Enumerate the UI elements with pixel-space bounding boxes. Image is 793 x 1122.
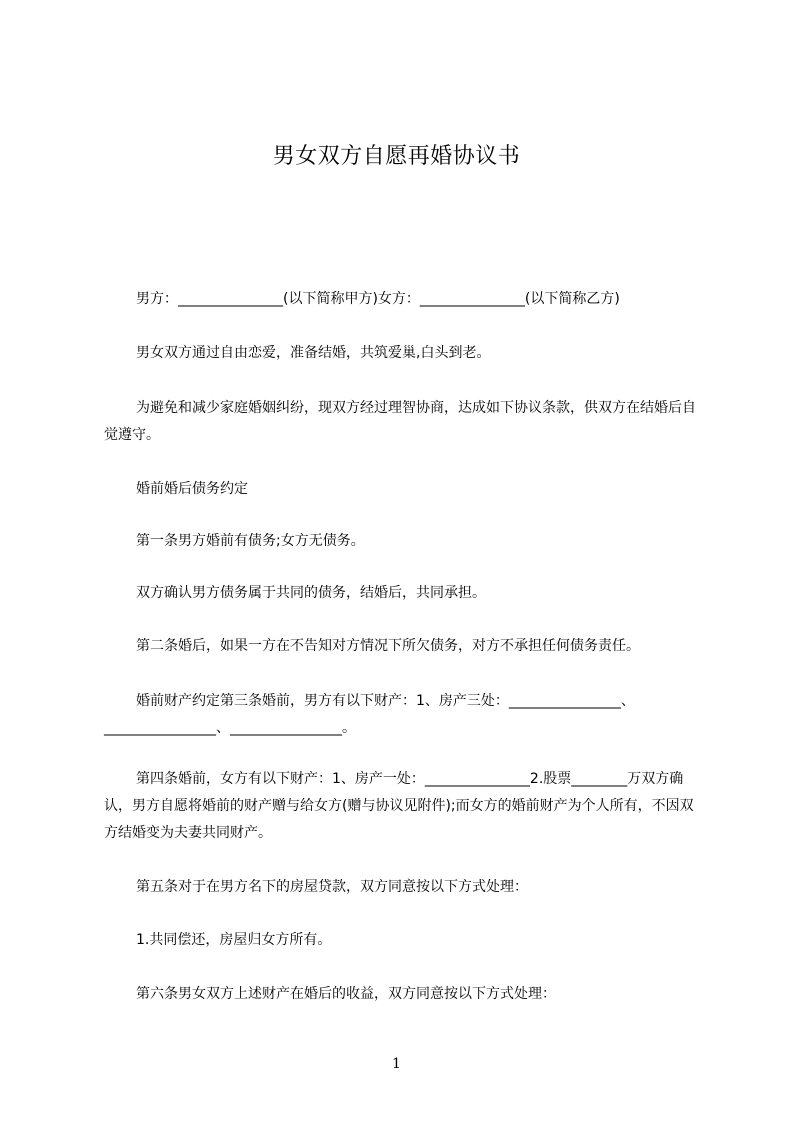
- paragraph-article-4: [104, 766, 704, 847]
- paragraph-text: 为避免和减少家庭婚姻纠纷，现双方经过理智协商，达成如下协议条款，供双方在结婚后自觉遵守。: [104, 400, 696, 443]
- paragraph-text: 男方：_______________(以下简称甲方)女方：_______________(以下简称乙方): [136, 291, 620, 307]
- document-title: 男女双方自愿再婚协议书: [272, 144, 521, 169]
- paragraph-article-6: [104, 981, 704, 1008]
- section-heading-debts: [104, 476, 704, 503]
- paragraph-article-1: [104, 528, 704, 555]
- paragraph-article-2: [104, 633, 704, 660]
- paragraph-text: 第四条婚前，女方有以下财产：1、房产一处：_______________2.股票________万双方确认，男方自愿将婚前的财产赠与给女方(赠与协议见附件);而女方的婚前财产为个人所有，不因双方结婚变为夫妻共同财产。: [104, 771, 694, 841]
- paragraph-parties: [104, 286, 704, 313]
- paragraph-intro: [104, 340, 704, 367]
- paragraph-purpose: [104, 395, 704, 449]
- paragraph-text: 双方确认男方债务属于共同的债务，结婚后，共同承担。: [136, 585, 486, 601]
- paragraph-text: 第五条对于在男方名下的房屋贷款，双方同意按以下方式处理：: [136, 879, 528, 895]
- paragraph-text: 第六条男女双方上述财产在婚后的收益，双方同意按以下方式处理：: [136, 986, 556, 1002]
- paragraph-article-5: [104, 874, 704, 901]
- page-number: 1: [392, 1056, 401, 1072]
- paragraph-text: 男女双方通过自由恋爱，准备结婚，共筑爱巢,白头到老。: [136, 345, 491, 361]
- paragraph-text: 婚前财产约定第三条婚前，男方有以下财产：1、房产三处：________________、________________、________________。: [104, 693, 635, 736]
- paragraph-loan-option: [104, 927, 704, 954]
- paragraph-article-3: [104, 688, 704, 742]
- paragraph-debt-confirmation: [104, 580, 704, 607]
- paragraph-text: 第一条男方婚前有债务;女方无债务。: [136, 533, 365, 549]
- paragraph-text: 1.共同偿还，房屋归女方所有。: [136, 932, 332, 948]
- paragraph-text: 婚前婚后债务约定: [136, 481, 248, 497]
- paragraph-text: 第二条婚后，如果一方在不告知对方情况下所欠债务，对方不承担任何债务责任。: [136, 638, 640, 654]
